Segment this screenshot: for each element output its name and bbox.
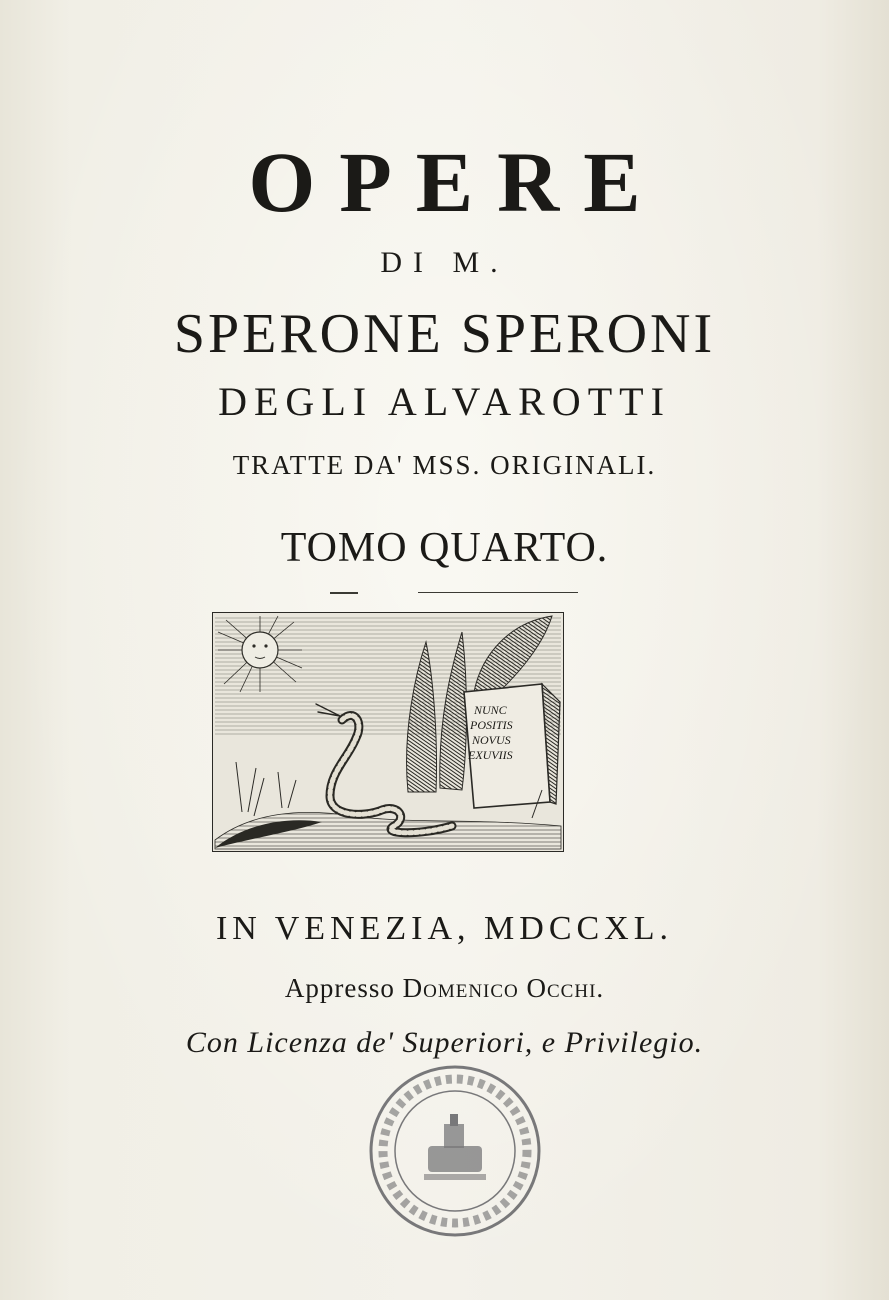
- author-family: DEGLI ALVAROTTI: [218, 379, 671, 424]
- motto-line-3: NOVUS: [472, 733, 511, 747]
- motto-line-2: POSITIS: [470, 718, 513, 732]
- ornament-rule: [418, 592, 578, 593]
- printer-prefix: Appresso: [284, 973, 395, 1003]
- author-preposition: DI M.: [380, 246, 509, 279]
- motto-line-1: NUNC: [474, 703, 507, 717]
- ornament-dash: [330, 592, 358, 594]
- book-title: OPERE: [248, 134, 665, 230]
- author-name: SPERONE SPERONI: [173, 303, 716, 365]
- printer-name: Domenico Occhi.: [402, 973, 605, 1003]
- imprint-printer: [0, 973, 889, 1004]
- stamp-crest-icon: [424, 1114, 486, 1180]
- library-stamp: [366, 1062, 544, 1240]
- volume-label: TOMO QUARTO.: [280, 525, 609, 571]
- imprint-place-date: IN VENEZIA, MDCCXL.: [215, 910, 673, 947]
- motto-line-4: EXUVIIS: [468, 748, 513, 762]
- engraved-vignette: [212, 612, 564, 852]
- imprint-licence: Con Licenza de' Superiori, e Privilegio.: [185, 1026, 704, 1059]
- motto-tablet: [464, 684, 560, 808]
- subtitle: TRATTE DA' MSS. ORIGINALI.: [232, 450, 657, 480]
